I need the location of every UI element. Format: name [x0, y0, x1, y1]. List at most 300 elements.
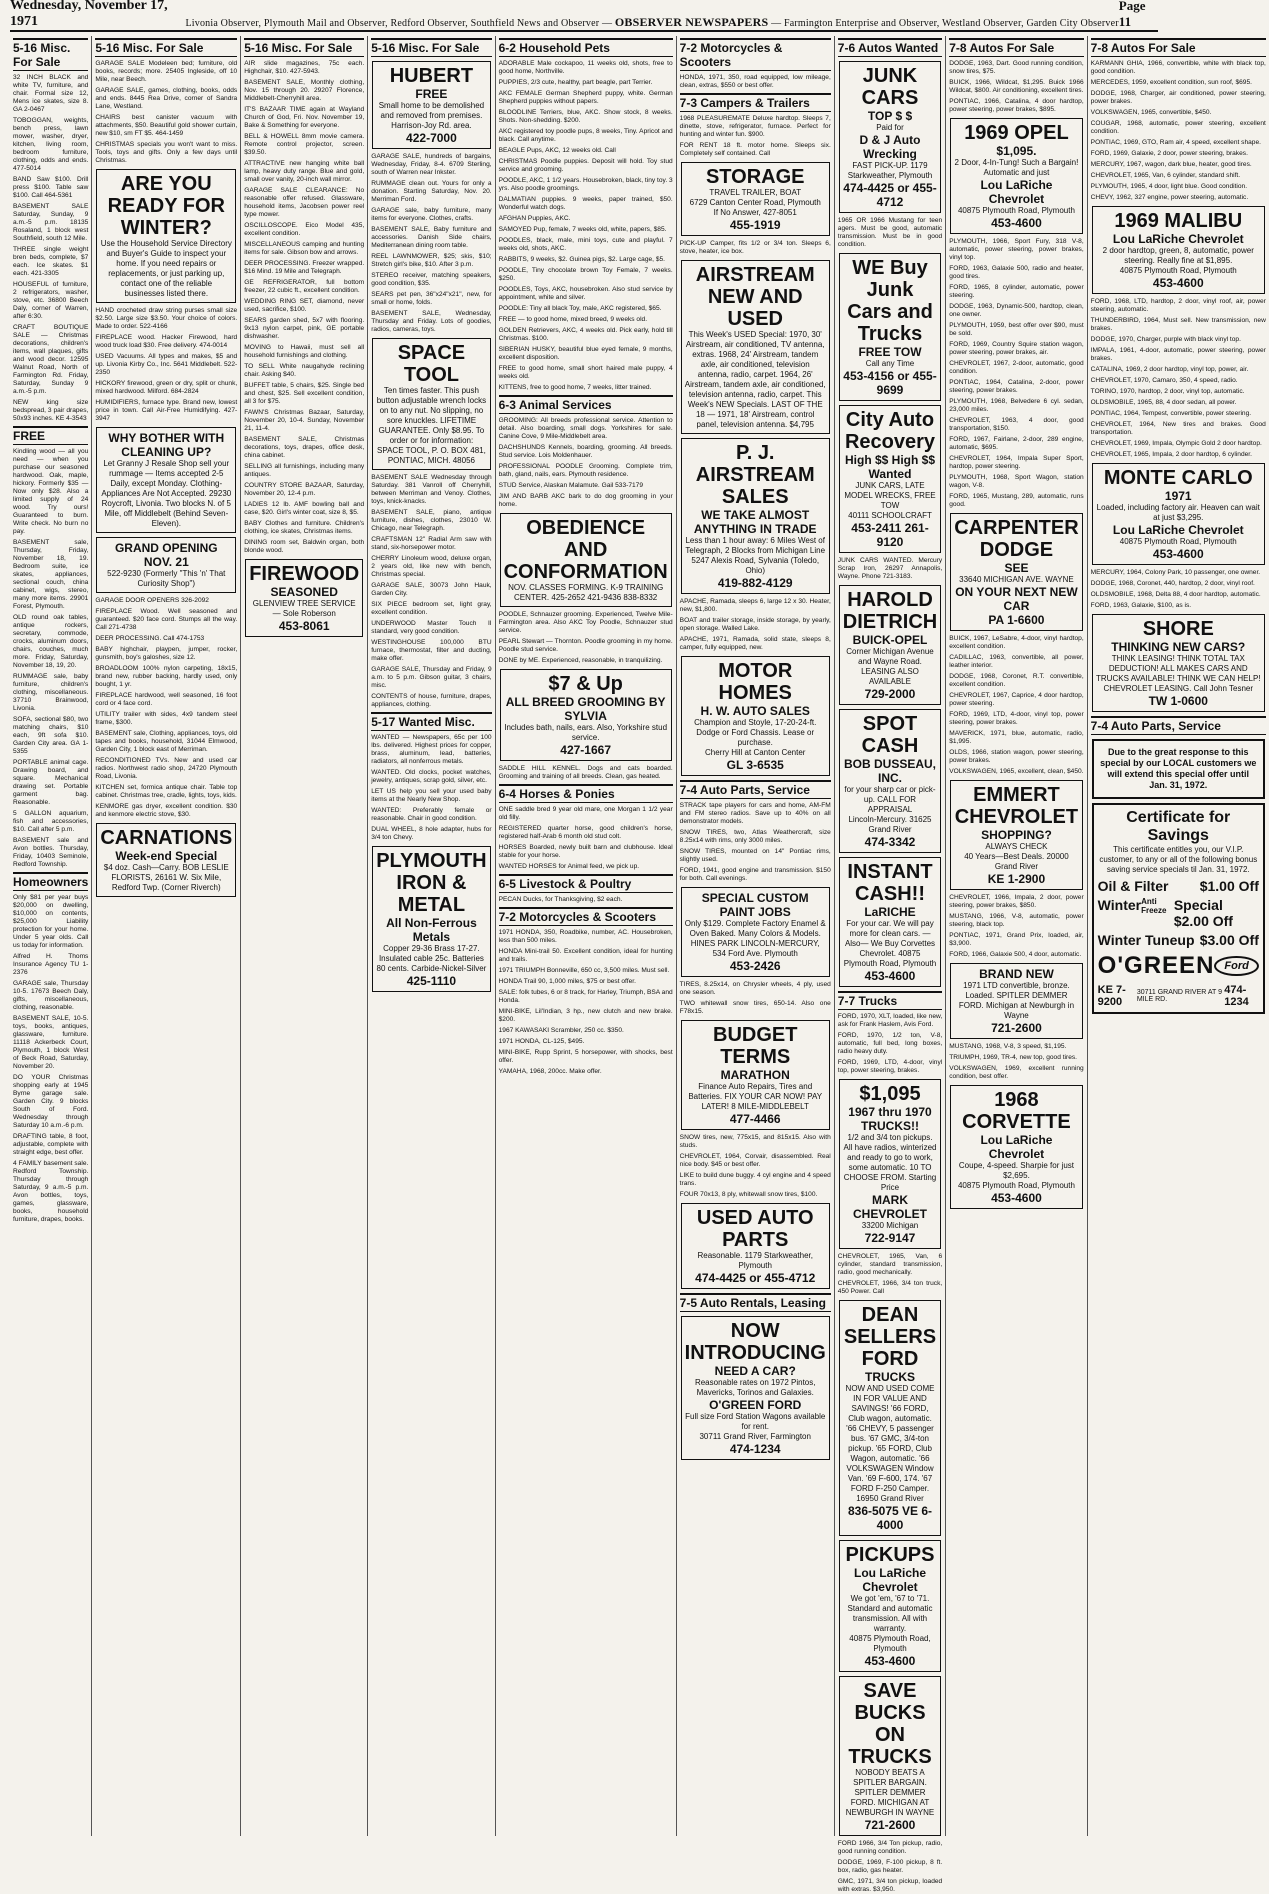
display-ad-phone: 721-2600 [991, 1021, 1042, 1035]
savings-certificate [1092, 803, 1265, 1014]
column-3 [241, 36, 368, 1836]
display-ad-sm: GLENVIEW TREE SERVICE — Sole Roberson [252, 599, 356, 618]
classified-ad: FORD, 1965, 8 cylinder, automatic, power steering. [949, 284, 1084, 299]
classified-ad: BUFFET table, 5 chairs, $25. Single bed and chest, $25. Sell excellent condition, all 3 for $75. [244, 382, 365, 405]
classified-ad: CHERRY Linoleum wood, deluxe organ, 2 years old, like new with bench, Christmas special. [371, 555, 492, 578]
classified-ad: Alfred H. Thoms Insurance Agency TU 1-2376 [13, 953, 89, 976]
display-ad-mid: THINKING NEW CARS? [1111, 640, 1246, 654]
classified-ad: 1967 KAWASAKI Scrambler, 250 cc. $350. [498, 1027, 624, 1034]
display-ad-sm: NOBODY BEATS A SPITLER BARGAIN. SPITLER DEMMER FORD. MICHIGAN AT NEWBURGH IN WAYNE [845, 1768, 935, 1817]
display-ad-phone: 836-5075 VE 6-4000 [847, 1504, 933, 1532]
classified-ad: APACHE, 1971, Ramada, solid state, sleeps 8, camper, fully equipped, new. [679, 636, 831, 651]
classified-ad: FREE to good home, small short haired male puppy, 4 weeks old. [498, 365, 673, 380]
display-ad-sm2: 40111 SCHOOLCRAFT [848, 511, 932, 520]
display-ad [681, 162, 830, 236]
display-ad-sm: Small home to be demolished and removed from premises. Harrison-Joy Rd. area. [378, 101, 485, 130]
classified-ad: PICK-UP Camper, fits 1/2 or 3/4 ton. Sleeps 6, stove, heater, ice box. [679, 240, 831, 255]
classified-ad: UNDERWOOD Master Touch II standard, very good condition. [371, 620, 492, 635]
display-ad-sm2: Chevrolet. 40875 Plymouth Road, Plymouth [843, 949, 937, 968]
classified-ad: CHEVROLET, 1965, Impala, 2 door hardtop, 6 cylinder. [1090, 451, 1252, 458]
display-ad-phone: 453-4600 [991, 1191, 1042, 1205]
classified-ad: DO YOUR Christmas shopping early at 1945 Byrne garage sale. Garden City. 9 blocks South of Ford. Wednesday through Saturday 10 a.m.-6 p.m. [13, 1074, 89, 1129]
display-ad [96, 537, 236, 593]
display-ad-mid: Week-end Special [115, 849, 218, 863]
display-ad-phone: 474-4425 or 455-4712 [843, 181, 937, 209]
display-ad-sm2: 5247 Alexis Road, Sylvania (Toledo, Ohio) [691, 556, 820, 575]
classified-ad: KENMORE gas dryer, excellent condition. $30 and kenmore electric stove, $30. [95, 803, 238, 818]
classified-ad: CRAFTSMAN 12" Radial Arm saw with stand, six-horsepower motor. [371, 536, 492, 551]
classified-ad: BASEMENT sale, Clothing, appliances, toys, old tapes and books, household, 31044 Elmwood, Garden City, 1 block east of Merriman. [95, 730, 238, 753]
display-ad-phone: 721-2600 [864, 1818, 916, 1832]
display-ad-mid: FREE TOW [858, 345, 922, 359]
display-ad-sm2: 40875 Plymouth Road, Plymouth [1119, 537, 1237, 546]
classified-ad: ONE saddle bred 9 year old mare, one Morgan 1 1/2 year old filly. [498, 806, 673, 821]
display-ad-sm2: 40875 Plymouth Road, Plymouth [957, 206, 1075, 215]
display-ad-phone: 453-2426 [729, 959, 781, 973]
display-ad-mid: All Non-Ferrous Metals [386, 916, 477, 944]
display-ad [245, 559, 363, 637]
classified-ad: DODGE, 1968, Coronet, 440, hardtop, 2 door, vinyl roof. [1090, 580, 1255, 587]
classified-ad: BOAT and trailer storage, inside storage, by yearly, open storage. Walled Lake. [679, 617, 831, 632]
display-ad [681, 1020, 830, 1130]
display-ad [500, 513, 672, 607]
classified-ad: CHEVROLET, 1964, Impala Super Sport, hardtop, power steering. [949, 455, 1084, 470]
classified-ad: DALMATIAN puppies. 9 weeks, paper trained, $50. Wonderful watch dogs. [498, 196, 673, 211]
classified-ad: HUMIDIFIERS, furnace type. Brand new, lowest price in town. Call Air-Free Humidifying. 427-3947 [95, 399, 238, 422]
classified-ad: DODGE, 1963, Dynamic-500, hardtop, clean, one owner. [949, 303, 1084, 318]
classified-ad: CHRISTMAS specials you won't want to miss. Tools, toys and gifts. Only a few days until Christmas. [95, 141, 238, 164]
section-heading: 6-4 Horses & Ponies [499, 784, 673, 803]
display-ad-phone: 425-1110 [406, 974, 457, 988]
classified-ad: FORD, 1967, Fairlane, 2-door, 289 engine, automatic, $695. [949, 436, 1084, 451]
section-heading: 7-8 Autos For Sale [949, 38, 1083, 57]
tuneup-label: Winter Tuneup [1097, 932, 1195, 948]
classified-ad: TO SELL White naugahyde reclining chair. Asking $40. [244, 363, 365, 378]
classified-ad: GARAGE SALE, Thursday and Friday, 9 a.m. to 5 p.m. Gibson guitar, 3 chairs, misc. [371, 666, 492, 689]
display-ad-sm: NOV. CLASSES FORMING. K-9 TRAINING CENTER. 425-2652 421-9436 838-8332 [508, 583, 664, 602]
display-ad-sm2: Full size Ford Station Wagons available for rent. [685, 1412, 826, 1431]
display-ad-sm: Corner Michigan Avenue and Wayne Road. LEASING ALSO AVAILABLE [846, 647, 934, 686]
display-ad [839, 1300, 941, 1536]
masthead-towns: Livonia Observer, Plymouth Mail and Observer, Redford Observer, Southfield News and Observer [185, 18, 600, 29]
classified-ad: POODLE: Tiny all black Toy, male, AKC registered, $65. [498, 305, 662, 312]
classified-ad: FIREPLACE hardwood, well seasoned, 16 foot cord or 4 face cord. [95, 692, 238, 707]
display-ad-big: SAVE BUCKS ON TRUCKS [848, 1680, 932, 1768]
display-ad-sm: 1971 LTD convertible, bronze. Loaded. SPITLER DEMMER FORD. Michigan at Newburgh in Wayne [958, 981, 1075, 1020]
display-ad-big: PLYMOUTH IRON & METAL [376, 850, 487, 916]
column-9-listings [1091, 38, 1266, 735]
classified-ad: CHEVROLET, 1964, Corvair, disassembled. Real nice body. $45 or best offer. [679, 1153, 831, 1168]
classified-ad: AFGHAN Puppies, AKC. [498, 215, 571, 222]
classified-ad: SALE: folk tubes, 6 or 8 track, for Harley, Triumph, BSA and Honda. [498, 989, 673, 1004]
display-ad-mid: SPECIAL CUSTOM PAINT JOBS [701, 891, 809, 919]
display-ad [1092, 614, 1265, 712]
display-ad [372, 61, 490, 149]
classified-ad: CATALINA, 1969, 2 door hardtop, vinyl top, power, air. [1090, 366, 1249, 373]
display-ad-mid: SEE [1004, 561, 1029, 575]
column-5 [496, 36, 677, 1836]
oil-filter-label: Oil & Filter [1097, 878, 1169, 894]
display-ad-sm2: Lincoln-Mercury. 31625 Grand River [848, 815, 932, 834]
display-ad-big: City Auto Recovery [844, 409, 936, 453]
classified-ad: MAVERICK, 1971, blue, automatic, radio, $1,995. [949, 730, 1084, 745]
classified-ad: 1971 HONDA, CL-125, $495. [498, 1038, 585, 1045]
classified-ad: VOLKSWAGEN, 1969, excellent running condition, best offer. [949, 1065, 1084, 1080]
display-ad-sm: This Week's USED Special: 1970, 30' Airstream, air conditioned, TV antenna, extras. 1968, 24' Airstream, tandem axle, air conditioned, television antenna, radio, carpet. 1964, 26' Airstream, tandem axle, air conditioned, television antenna, radio, carpet. This Week's NEW Specials. LAST OF THE 18 — 1971, 18' Airstream, control panel, television antenna. $4,795 [684, 330, 826, 429]
classified-ad: HORSES Boarded, newly built barn and clubhouse. Ideal stable for your horse. [498, 844, 673, 859]
classified-ad: BELL & HOWELL 8mm movie camera. Remote control projector, screen. $39.50. [244, 133, 365, 156]
classified-ad: CHEVROLET, 1967, 2-door, automatic, good condition. [949, 360, 1084, 375]
classified-ad: CHEVY, 1962, 327 engine, power steering, automatic. [1090, 194, 1249, 201]
display-ad-sm: Paid for [876, 123, 904, 132]
classified-ad: CHEVROLET, 1965, Van, 6 cylinder, standard transmission, radio, good mechanically. [837, 1253, 943, 1276]
classified-ad: FORD, 1941, good engine and transmission. $150 for both. Call evenings. [679, 867, 831, 882]
classified-ad: SEARS pet pen, 36"x24"x21", new, for small or home, folds. [371, 291, 492, 306]
classified-ad: PECAN Ducks, for Thanksgiving, $2 each. [498, 896, 623, 903]
classified-ad: GE REFRIGERATOR, full bottom freezer, 22 cubic ft., excellent condition. [244, 279, 365, 294]
display-ad-big: FIREWOOD [249, 563, 360, 585]
classified-ad: PEARL Stewart — Thornton. Poodle grooming in my home. Poodle stud service. [498, 638, 673, 653]
classified-ad: BUICK, 1967, LeSabre, 4-door, vinyl hardtop, excellent condition. [949, 635, 1084, 650]
classified-ad: FORD, 1969, Galaxie, 2 door, power steering, brakes. [1090, 150, 1248, 157]
display-ad-mid: 1971 [1164, 489, 1192, 503]
display-ad-sm3: 30711 Grand River, Farmington [699, 1432, 811, 1441]
display-ad-mid: BRAND NEW [979, 967, 1054, 981]
classified-ad: BASEMENT SALE Wednesday through Saturday. 381 Vanroll off Cherryhill, between Merriman and Venoy. Clothes, toys, knick-knacks. [371, 474, 492, 505]
classified-ad: FORD, 1969, LTD, 4-door, vinyl top, power steering, brakes. [837, 1059, 943, 1074]
dealer-logo [1098, 952, 1259, 980]
display-ad-big: SHORE [1142, 618, 1214, 640]
display-ad-mid2: O'GREEN FORD [709, 1398, 802, 1412]
display-ad-sm: Let Granny J Resale Shop sell your rummage — Items accepted 2-5 Daily, except Monday. Clothing-Appliances Are Not Accepted. 29230 Roycroft, Livonia. Two blocks N. of 5 Mile, off Middlebelt (Behind Seven-Eleven). [101, 459, 232, 528]
display-ad-sm: Ten times faster. This push button adjustable wrench locks on to any nut. No slipping, no sore knuckles. LIFETIME GUARANTEE. Only $8.95. To order or for information: SPACE TOOL, P. O. BOX 481, PONTIAC, MICH. 48056 [376, 386, 487, 465]
classified-ad: FOR RENT 18 ft. motor home. Sleeps six. Completely self contained. Call [679, 142, 831, 157]
display-ad-phone: 453-4600 [991, 216, 1042, 230]
classified-ad: VOLKSWAGEN, 1965, excellent, clean, $450. [949, 768, 1084, 775]
display-ad [839, 61, 941, 213]
antifreeze-label: Winter [1097, 897, 1142, 913]
classified-ad: KARMANN GHIA, 1966, convertible, white with black top, good condition. [1090, 60, 1266, 75]
classified-ad: DODGE, 1969, F-100 pickup, 8 ft. box, radio, gas heater. [837, 1859, 943, 1874]
classified-ad: DINING room set, Baldwin organ, both blonde wood. [244, 539, 365, 554]
display-ad-mid: TOP $ $ [867, 109, 913, 123]
classified-ad: POODLES, black, male, mini toys, cute and playful. 7 weeks old, shots, AKC. [498, 237, 673, 252]
classified-ad: BAND Saw $100. Drill press $100. Table saw $100. Call 464-5361 [13, 176, 89, 199]
classified-ad: FIREPLACE Wood. Well seasoned and guaranteed. $20 face cord. Stumps all the way. Call 271-4738 [95, 608, 238, 631]
display-ad-sm: 522-9230 (Formerly "This 'n' That Curiosity Shop") [107, 569, 226, 588]
classified-ad: STUD Service, Alaskan Malamute. Gail 533-7179 [498, 482, 644, 489]
display-ad [839, 1540, 941, 1672]
display-ad [681, 1316, 830, 1460]
display-ad-mid: High $$ High $$ Wanted [844, 453, 936, 481]
classified-ad: BABY Clothes and furniture. Children's clothing, ice skates, Christmas items. [244, 520, 365, 535]
classified-ad: TIRES, 8.25x14, on Chrysler wheels, 4 ply, used one season. [679, 981, 831, 996]
classified-ad: MUSTANG, 1966, V-8, automatic, power steering, black top. [949, 913, 1084, 928]
classified-ad: BASEMENT SALE, Christmas decorations, toys, drapes, office desk, china cabinet. [244, 436, 365, 459]
extension-notice: Due to the great response to this special by our LOCAL customers we will extend this special offer until Jan. 31, 1972. [1092, 739, 1265, 799]
display-ad-sm: JUNK CARS, LATE MODEL WRECKS, FREE TOW [844, 481, 936, 510]
classified-ad: OLDSMOBILE, 1968, Delta 88, 4 door hardtop, automatic. [1090, 591, 1261, 598]
classified-columns [10, 36, 1266, 1893]
classified-ad: DEER PROCESSING. Call 474-1753 [95, 635, 205, 642]
display-ad-sm: Less than 1 hour away: 6 Miles West of Telegraph, 2 Blocks from Michigan Line [685, 536, 826, 555]
classified-ad: GARAGE DOOR OPENERS 326-2092 [95, 597, 209, 604]
classified-ad: FOUR 70x13, 8 ply, whitewall snow tires, $100. [679, 1191, 818, 1198]
classified-ad: FORD, 1963, Galaxie 500, radio and heater, good tires. [949, 265, 1084, 280]
display-ad-big: MOTOR HOMES [718, 660, 793, 704]
display-ad-sm: For your car. We will pay more for clean cars. —Also— We Buy Corvettes [844, 919, 936, 948]
classified-ad: BASEMENT SALE, 10-5. toys, books, antiques, glassware, furniture. 11118 Ackerbeck Court, Plymouth, 1 block West of Beck Road, Saturday, November 20. [13, 1015, 89, 1070]
display-ad-big: WE Buy Junk Cars and Trucks [847, 257, 933, 345]
certificate-text: This certificate entitles you, our V.I.P. customer, to any or all of the following bonus saving service specials til Jan. 31, 1972. [1099, 845, 1258, 874]
classified-ad: FORD, 1963, Galaxie, $100, as is. [1090, 602, 1192, 609]
display-ad [839, 709, 941, 853]
classified-ad: TWO whitewall snow tires, 650-14. Also one F78x15. [679, 1000, 831, 1015]
classified-ad: LIKE to build dune buggy. 4 cyl engine and 4 speed trans. [679, 1172, 831, 1187]
display-ad [839, 1079, 941, 1249]
classified-ad: BABY highchair, playpen, jumper, rocker, gunsmith, boy's galoshes, size 12. [95, 646, 238, 661]
display-ad-big: INSTANT CASH!! [847, 861, 933, 905]
classified-ad: FORD 1966, 3/4 Ton pickup, radio, good running condition. [837, 1840, 943, 1855]
classified-ad: DODGE, 1968, Coronet, R.T. convertible, excellent condition. [949, 673, 1084, 688]
column-4 [368, 36, 495, 1836]
classified-ad: GARAGE SALE Modeleen bed; furniture, old books, records; more. 25405 Ingleside, off 10 Mile, near Beech. [95, 60, 238, 83]
masthead [10, 0, 1158, 32]
classified-ad: RUMMAGE clean out. Yours for only a donation. Starting Saturday, Nov. 20. Merriman Ford. [371, 180, 492, 203]
display-ad [96, 169, 236, 303]
classified-ad: OSCILLOSCOPE. Eico Model 435, excellent condition. [244, 222, 365, 237]
classified-ad: PONTIAC, 1964, Tempest, convertible, power steering. [1090, 410, 1252, 417]
classified-ad: BASEMENT SALE, Wednesday, Thursday and Friday. Lots of goodies, radios, cameras, toys. [371, 310, 492, 333]
classified-ad: CHEVROLET, 1967, Caprice, 4 door hardtop, power steering. [949, 692, 1084, 707]
classified-ad: GARAGE SALE, 30073 John Hauk, Garden City. [371, 582, 492, 597]
classified-ad: PLYMOUTH, 1966, Sport Fury, 318 V-8, automatic, power steering, power brakes, vinyl top. [949, 238, 1084, 261]
classified-ad: LET US help you sell your used baby items at the Nearly New Shop. [371, 788, 492, 803]
section-heading: 5-16 Misc. For Sale [95, 38, 237, 57]
display-ad-phone: 453-4156 or 455-9699 [843, 369, 937, 397]
classified-ad: CADILLAC, 1963, convertible, all power, leather interior. [949, 654, 1084, 669]
display-ad-big: STORAGE [705, 166, 805, 188]
section-heading: 7-6 Autos Wanted [838, 38, 942, 57]
display-ad-big: HAROLD DIETRICH [842, 589, 938, 633]
display-ad-big: EMMERT CHEVROLET [954, 784, 1079, 828]
display-ad [1092, 206, 1265, 294]
classified-ad: HICKORY firewood, green or dry, split or chunk, mixed hardwood. Milford. 684-2824 [95, 380, 238, 395]
classified-ad: BASEMENT sale and Avon bottles. Thursday, Friday, 10403 Seminole, Redford Township. [13, 837, 89, 868]
display-ad-mid: SEASONED [270, 585, 338, 599]
display-ad-big: AIRSTREAM NEW AND USED [695, 264, 815, 330]
display-ad-big: MONTE CARLO [1103, 467, 1253, 489]
dealer-name: O'GREEN [1097, 952, 1215, 979]
display-ad [950, 1085, 1082, 1209]
section-heading: 7-8 Autos For Sale [1091, 38, 1266, 57]
issue-date: Wednesday, November 17, 1971 [10, 0, 168, 29]
display-ad-big: SPOT CASH [861, 713, 919, 757]
classified-ad: STRACK tape players for cars and home, AM-FM and FM stereo radios. Save up to 40% on all demonstrator models. [679, 802, 831, 825]
classified-ad: JUNK CARS WANTED. Mercury Scrap Iron, 26297 Annapolis, Wayne. Phone 721-3183. [837, 557, 943, 580]
classified-ad: SOFA, sectional $80, two matching chairs, $10 each, 9ft sofa $10. Garden City area. GA 1-5355 [13, 716, 89, 755]
classified-ad: Only $81 per year buys $20,000 on dwelling, $10,000 on contents, $25,000 Liability protection for your home. Under 5 year olds. Call us today for information. [13, 894, 89, 949]
classified-ad: PONTIAC, 1971, Grand Prix, loaded, air, $3,900. [949, 932, 1084, 947]
display-ad-sm2: 40875 Plymouth Road, Plymouth [849, 1634, 931, 1653]
antifreeze-mid: Anti Freeze [1141, 897, 1167, 915]
classified-ad: POODLES, Toys, AKC, housebroken. Also stud service by appointment, white and silver. [498, 286, 673, 301]
classified-ad: SADDLE HILL KENNEL. Dogs and cats boarded. Grooming and training of all breeds. Clean, gas heated. [498, 765, 673, 780]
display-ad-mid: SHOPPING? [981, 828, 1052, 842]
classified-ad: KITCHEN set, formica antique chair. Table top cabinet. Christmas tree, cradle, lights, toys, kids. [95, 784, 238, 799]
section-heading: 7-5 Auto Rentals, Leasing [680, 1293, 831, 1312]
display-ad [500, 669, 672, 761]
classified-ad: ATTRACTIVE new hanging white ball lamp, heavy duty range. Blue and gold, small over vanity, 20-inch wall mirror. [244, 160, 365, 183]
display-ad-big: NOW INTRODUCING [684, 1320, 826, 1364]
classified-ad: FIREPLACE wood. Hacker Firewood, hard wood truck load $30. Free delivery. 474-0014 [95, 334, 238, 349]
classified-ad: JIM AND BARB AKC bark to do dog grooming in your home. [498, 493, 673, 508]
display-ad-sm: Loaded, including factory air. Heaven can wait at just $3,295. [1096, 503, 1260, 522]
classified-ad: LADIES 12 lb. AMF bowling ball and case, $20. Girl's winter coat, size 8, $5. [244, 501, 365, 516]
classified-ad: 1968 PLEASUREMATE Deluxe hardtop. Sleeps 7, dinette, stove, refrigerator, furnace. Perfect for hunting and winter fun. $900. [679, 115, 831, 138]
display-ad-sm: Copper 29-36 Brass 17-27. Insulated cable 25c. Batteries 80 cents. Carbide-Nickel-Silver [376, 944, 487, 973]
classified-ad: CHEVROLET, 1966, 3/4 ton truck, 450 Power. Call [837, 1280, 943, 1295]
display-ad-mid: ALL BREED GROOMING BY SYLVIA [505, 695, 666, 723]
display-ad-sm2: Cherry Hill at Canton Center [704, 748, 806, 757]
classified-ad: MINI-BIKE, Rupp Sprint, 5 horsepower, with shocks, best offer. [498, 1049, 673, 1064]
display-ad-sm2: 40 Years—Best Deals. 20000 Grand River [964, 852, 1069, 871]
display-ad-mid: $1,095. [996, 144, 1037, 158]
classified-ad: FORD, 1968, LTD, hardtop, 2 door, vinyl roof, air, power steering, automatic. [1090, 298, 1266, 313]
section-heading: 7-7 Trucks [838, 991, 942, 1010]
classified-ad: NEW king size bedspread, 3 pair drapes, 50x93 inches. KE 4-3543 [13, 399, 89, 422]
classified-ad: CRAFT BOUTIQUE SALE — Christmas decorations, children's items, wall plaques, gifts and wood decor. 12595 Walnut Road, North of Farmington Rd. Friday, Saturday, Sunday 9 a.m.-5 p.m. [13, 324, 89, 395]
classified-ad: MERCURY, 1967, wagon, dark blue, heater, good tires. [1090, 161, 1252, 168]
classified-ad: HOUSEFUL of furniture, 2 refrigerators, washer, stove, etc. 36800 Beech Daly, corner of Warren, after 6:30. [13, 281, 89, 320]
display-ad [839, 253, 941, 401]
display-ad-mid: Lou LaRiche Chevrolet [1112, 232, 1244, 246]
classified-ad: 32 INCH BLACK and white TV, furniture, and chair. Formal size 12, Mens ice skates, size 8. GA 2-0467 [13, 74, 89, 113]
classified-ad: PONTIAC, 1964, Catalina, 2-door, power steering, power brakes. [949, 379, 1084, 394]
classified-ad: GARAGE SALE CLEARANCE: No reasonable offer refused. Glassware, household items, Jacobsen power reel type mower. [244, 187, 365, 218]
display-ad-phone: 453-4600 [1152, 276, 1204, 290]
classified-ad: DEER PROCESSING. Freezer wrapped. $16 Mind. 19 Mile and Telegraph. [244, 260, 365, 275]
classified-ad: WANTED. Old clocks, pocket watches, jewelry, antiques, scrap gold, silver, etc. [371, 769, 492, 784]
classified-ad: SNOW tires, new, 775x15, and 815x15. Also with studs. [679, 1134, 831, 1149]
display-ad-sm2: 40875 Plymouth Road, Plymouth [957, 1181, 1075, 1190]
classified-ad: SNOW TIRES, two, Atlas Weathercraft, size 8.25x14 with rims, only 3000 miles. [679, 829, 831, 844]
display-ad [950, 513, 1082, 631]
classified-ad: REEL LAWNMOWER, $25; skis, $10; Stretch girl's bike, $10. After 3 p.m. [371, 253, 492, 268]
section-heading: 5-16 Misc. For Sale [13, 38, 88, 71]
classified-ad: BUICK, 1966, Wildcat, $1,295. Buick 1966 Wildcat, $800. Air conditioning, excellent tires. [949, 79, 1084, 94]
classified-ad: AIR slide magazines, 75c each. Highchair, $10. 427-5943. [244, 60, 365, 75]
column-8 [946, 36, 1087, 1836]
classified-ad: GARAGE SALE, hundreds of bargains, Wednesday, Friday, 8-4. 6709 Sterling, south of Warren near Inkster. [371, 153, 492, 176]
section-heading: 6-5 Livestock & Poultry [499, 874, 673, 893]
display-ad-mid: Lou LaRiche Chevrolet [853, 1566, 926, 1594]
classified-ad: APACHE, Ramada, sleeps 6, large 12 x 30. Heater, new, $1,800. [679, 598, 831, 613]
display-ad-sm: Champion and Stoyle, 17-20-24-ft. Dodge or Ford Chassis. Lease or purchase. [694, 718, 817, 747]
display-ad-mid2: ON YOUR NEXT NEW CAR [955, 585, 1078, 613]
classified-ad: SIX PIECE bedroom set, light gray, excellent condition. [371, 601, 492, 616]
classified-ad: FORD, 1969, LTD, 4-door, vinyl top, power steering, power brakes. [949, 711, 1084, 726]
classified-ad: THUNDERBIRD, 1964, Must sell. New transmission, new brakes. [1090, 317, 1266, 332]
display-ad-mid2: D & J Auto Wrecking [859, 133, 921, 161]
classified-ad: CHAIRS best canister vacuum with attachments, $50. Beautiful gold shower curtain, new $10, sm FT $5. 464-1459 [95, 114, 238, 137]
display-ad-mid: 1967 thru 1970 TRUCKS!! [848, 1105, 932, 1133]
display-ad-sm: NOW AND USED COME IN FOR VALUE AND SAVINGS! '66 FORD, Club wagon, automatic. '66 CHEVY, 5 passenger bus. '67 GMC, 3/4-ton pickup. '65 FORD, Club Wagon, automatic. '66 VOLKSWAGEN Window Van. '69 F-600, 174. '67 FORD F-250 Camper. [845, 1384, 935, 1493]
section-heading: 7-3 Campers & Trailers [680, 93, 831, 112]
dealer-phone-2: 474-1234 [1224, 984, 1249, 1008]
classified-ad: POODLE, AKC, 1 1/2 years. Housebroken, black, tiny toy. 3 yrs. Also poodle groomings. [498, 177, 673, 192]
classified-ad: POODLE, Schnauzer grooming. Experienced, Twelve Mile-Farmington area. Also AKC Toy Poodle, Schnauzer stud service. [498, 611, 673, 634]
classified-ad: HONDA Mini-trail 50. Excellent condition, ideal for hunting and trails. [498, 948, 673, 963]
classified-ad: PROFESSIONAL POODLE Grooming. Complete trim, bath, gland, nails, ears. Plymouth residence. [498, 463, 673, 478]
display-ad-big: CARPENTER DODGE [954, 517, 1079, 561]
display-ad-big: USED AUTO PARTS [696, 1207, 814, 1251]
classified-ad: CONTENTS of house, furniture, drapes, appliances, clothing. [371, 693, 492, 708]
display-ad-sm: 33640 MICHIGAN AVE. WAYNE [959, 575, 1074, 584]
column-6 [677, 36, 835, 1836]
classified-ad: 1971 TRIUMPH Bonneville, 650 cc, 3,500 miles. Must sell. [498, 967, 670, 974]
display-ad-sm: ALWAYS CHECK [985, 842, 1048, 851]
display-ad-phone: 722-9147 [864, 1231, 916, 1245]
oil-filter-price: $1.00 Off [1199, 878, 1259, 894]
classified-ad: PLYMOUTH, 1968, Sport Wagon, station wagon, V-8. [949, 474, 1084, 489]
certificate-title: Certificate for Savings [1126, 809, 1231, 844]
display-ad-phone: 422-7000 [406, 131, 457, 145]
display-ad-sm: Coupe, 4-speed. Sharpie for just $2,695. [958, 1161, 1075, 1180]
classified-ad: SNOW TIRES, mounted on 14" Pontiac rims, slightly used. [679, 848, 831, 863]
display-ad-sm2: 16950 Grand River [856, 1494, 924, 1503]
display-ad [96, 823, 236, 897]
display-ad-mid2: MARK CHEVROLET [852, 1193, 927, 1221]
classified-ad: COUNTRY STORE BAZAAR, Saturday, November 20, 12-4 p.m. [244, 482, 365, 497]
section-heading: 6-2 Household Pets [499, 38, 673, 57]
classified-ad: AKC FEMALE German Shepherd puppy, white. German Shepherd puppies without papers. [498, 90, 673, 105]
classified-ad: BASEMENT SALE, Monthly clothing, Nov. 15 through 20. 29207 Florence, Middlebelt-Cherryhill area. [244, 79, 365, 102]
display-ad-big: $1,095 [859, 1083, 921, 1105]
paper-name: OBSERVER NEWSPAPERS [614, 15, 769, 29]
display-ad [950, 118, 1082, 234]
classified-ad: FORD, 1970, 1/2 ton, V-8, automatic, full bed, long boxes, radio heavy duty. [837, 1032, 943, 1055]
display-ad [681, 438, 830, 594]
classified-ad: BEAGLE Pups, AKC, 12 weeks old. Call [498, 147, 616, 154]
column-1 [10, 36, 92, 1836]
display-ad-phone: 453-8061 [278, 619, 330, 633]
display-ad-mid: WE TAKE ALMOST ANYTHING IN TRADE [693, 508, 817, 536]
display-ad-mid: FREE [415, 87, 448, 101]
display-ad [950, 780, 1082, 890]
display-ad-sm: Finance Auto Repairs, Tires and Batteries. FIX YOUR CAR NOW! PAY LATER! 8 MILE-MIDDLEBELT [688, 1082, 823, 1111]
display-ad-sm2: FAST PICK-UP. 1179 Starkweather, Plymouth [847, 161, 933, 180]
classified-ad: SEARS garden shed, 5x7 with flooring. 9x13 nylon carpet, pink, GE portable dishwasher. [244, 317, 365, 340]
dealer-phone-1: KE 7-9200 [1097, 984, 1126, 1008]
display-ad [950, 963, 1082, 1039]
classified-ad: HONDA Trail 90, 1,000 miles, $75 or best offer. [498, 978, 636, 985]
oil-filter-offer [1098, 878, 1259, 894]
display-ad-sm: Reasonable rates on 1972 Pintos, Mavericks, Torinos and Galaxies. [694, 1378, 816, 1397]
classified-ad: Kindling wood — all you need — when you purchase our seasoned hardwood. Oak, maple, hickory. Formerly $35 — Now only $28. Also a limited supply of 24 wood. Try ours! Guaranteed to burn. Write check. No burn no pay. [13, 448, 89, 535]
display-ad [681, 887, 830, 977]
display-ad-sm2: 40875 Plymouth Road, Plymouth [1119, 266, 1237, 275]
display-ad-big: 1969 MALIBU [1114, 210, 1243, 232]
display-ad-phone: 474-1234 [729, 1442, 781, 1456]
display-ad-phone: 729-2000 [864, 687, 916, 701]
column-7 [835, 36, 946, 1893]
display-ad-sm2: 6729 Canton Center Road, Plymouth [689, 198, 821, 207]
classified-ad: CHEVROLET, 1964, New tires and brakes. Good transportation. [1090, 421, 1266, 436]
classified-ad: CHRISTMAS Poodle puppies. Deposit will hold. Toy stud service and grooming. [498, 158, 673, 173]
classified-ad: GARAGE SALE, games, clothing, books, odds and ends. 8445 Rea Drive, corner of Sandra Lane, Westland. [95, 87, 238, 110]
classified-ad: RUMMAGE sale, baby furniture, children's clothing, miscellaneous. 37710 Brainwood, Livonia. [13, 673, 89, 712]
